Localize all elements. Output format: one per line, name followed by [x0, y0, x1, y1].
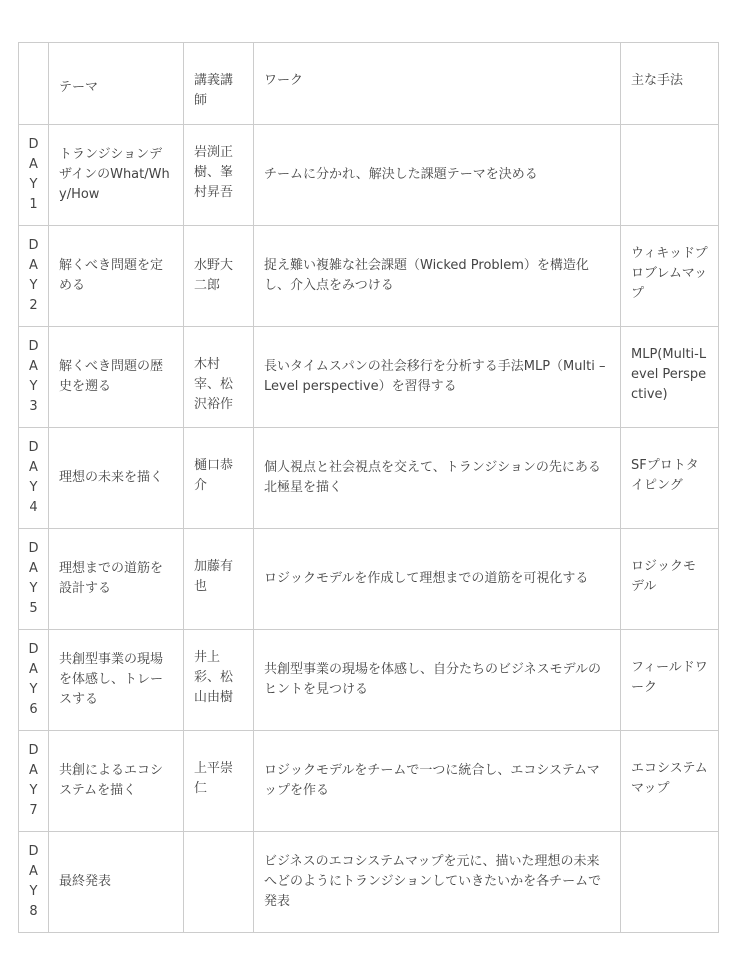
- header-work: ワーク: [254, 43, 621, 125]
- table-row: [19, 327, 719, 428]
- work-cell: 捉え難い複雑な社会課題（Wicked Problem）を構造化し、介入点をみつける: [254, 226, 621, 327]
- theme-cell: 解くべき問題の歴史を遡る: [49, 327, 184, 428]
- lecturer-cell: 上平崇仁: [184, 731, 254, 832]
- day-cell: [19, 125, 49, 226]
- day-label: D A Y 2: [28, 238, 39, 313]
- method-cell: SFプロトタイピング: [621, 428, 719, 529]
- lecturer-cell: [184, 832, 254, 933]
- work-cell: 長いタイムスパンの社会移行を分析する手法MLP（Multi – Level perspective）を習得する: [254, 327, 621, 428]
- theme-cell: トランジションデザインのWhat/Why/How: [49, 125, 184, 226]
- table-row: [19, 125, 719, 226]
- header-day: [19, 43, 49, 125]
- day-label: D A Y 3: [28, 339, 39, 414]
- method-cell: [621, 832, 719, 933]
- method-cell: ロジックモデル: [621, 529, 719, 630]
- day-cell: [19, 428, 49, 529]
- lecturer-cell: 樋口恭介: [184, 428, 254, 529]
- table-row: [19, 226, 719, 327]
- day-label: D A Y 7: [28, 743, 39, 818]
- work-cell: 共創型事業の現場を体感し、自分たちのビジネスモデルのヒントを見つける: [254, 630, 621, 731]
- schedule-table: [18, 42, 719, 933]
- header-lecturer: 講義講師: [184, 43, 254, 125]
- method-cell: [621, 125, 719, 226]
- lecturer-cell: 加藤有也: [184, 529, 254, 630]
- day-cell: [19, 226, 49, 327]
- table-row: [19, 630, 719, 731]
- theme-cell: 理想の未来を描く: [49, 428, 184, 529]
- lecturer-cell: 水野大二郎: [184, 226, 254, 327]
- method-cell: ウィキッドプロブレムマップ: [621, 226, 719, 327]
- day-label: D A Y 5: [28, 541, 39, 616]
- day-cell: [19, 529, 49, 630]
- work-cell: チームに分かれ、解決した課題テーマを決める: [254, 125, 621, 226]
- theme-cell: 共創型事業の現場を体感し、トレースする: [49, 630, 184, 731]
- table-row: [19, 428, 719, 529]
- day-cell: [19, 630, 49, 731]
- lecturer-cell: 井上彩、松山由樹: [184, 630, 254, 731]
- method-cell: MLP(Multi-Level Perspective): [621, 327, 719, 428]
- day-label: D A Y 6: [28, 642, 39, 717]
- method-cell: エコシステムマップ: [621, 731, 719, 832]
- schedule-table-wrapper: [18, 42, 719, 933]
- day-label: D A Y 4: [28, 440, 39, 515]
- lecturer-cell: 岩渕正樹、峯村昇吾: [184, 125, 254, 226]
- table-row: [19, 731, 719, 832]
- theme-cell: 理想までの道筋を設計する: [49, 529, 184, 630]
- day-cell: [19, 832, 49, 933]
- theme-cell: 解くべき問題を定める: [49, 226, 184, 327]
- theme-cell: 共創によるエコシステムを描く: [49, 731, 184, 832]
- work-cell: ビジネスのエコシステムマップを元に、描いた理想の未来へどのようにトランジションしていきたいかを各チームで発表: [254, 832, 621, 933]
- lecturer-cell: 木村宰、松沢裕作: [184, 327, 254, 428]
- day-label: D A Y 1: [28, 137, 39, 212]
- day-label: D A Y 8: [28, 844, 39, 919]
- table-row: [19, 832, 719, 933]
- work-cell: ロジックモデルを作成して理想までの道筋を可視化する: [254, 529, 621, 630]
- method-cell: フィールドワーク: [621, 630, 719, 731]
- table-header-row: [19, 43, 719, 125]
- work-cell: 個人視点と社会視点を交えて、トランジションの先にある北極星を描く: [254, 428, 621, 529]
- table-row: [19, 529, 719, 630]
- day-cell: [19, 731, 49, 832]
- theme-cell: 最終発表: [49, 832, 184, 933]
- work-cell: ロジックモデルをチームで一つに統合し、エコシステムマップを作る: [254, 731, 621, 832]
- day-cell: [19, 327, 49, 428]
- header-theme: テーマ: [49, 43, 184, 125]
- header-method: 主な手法: [621, 43, 719, 125]
